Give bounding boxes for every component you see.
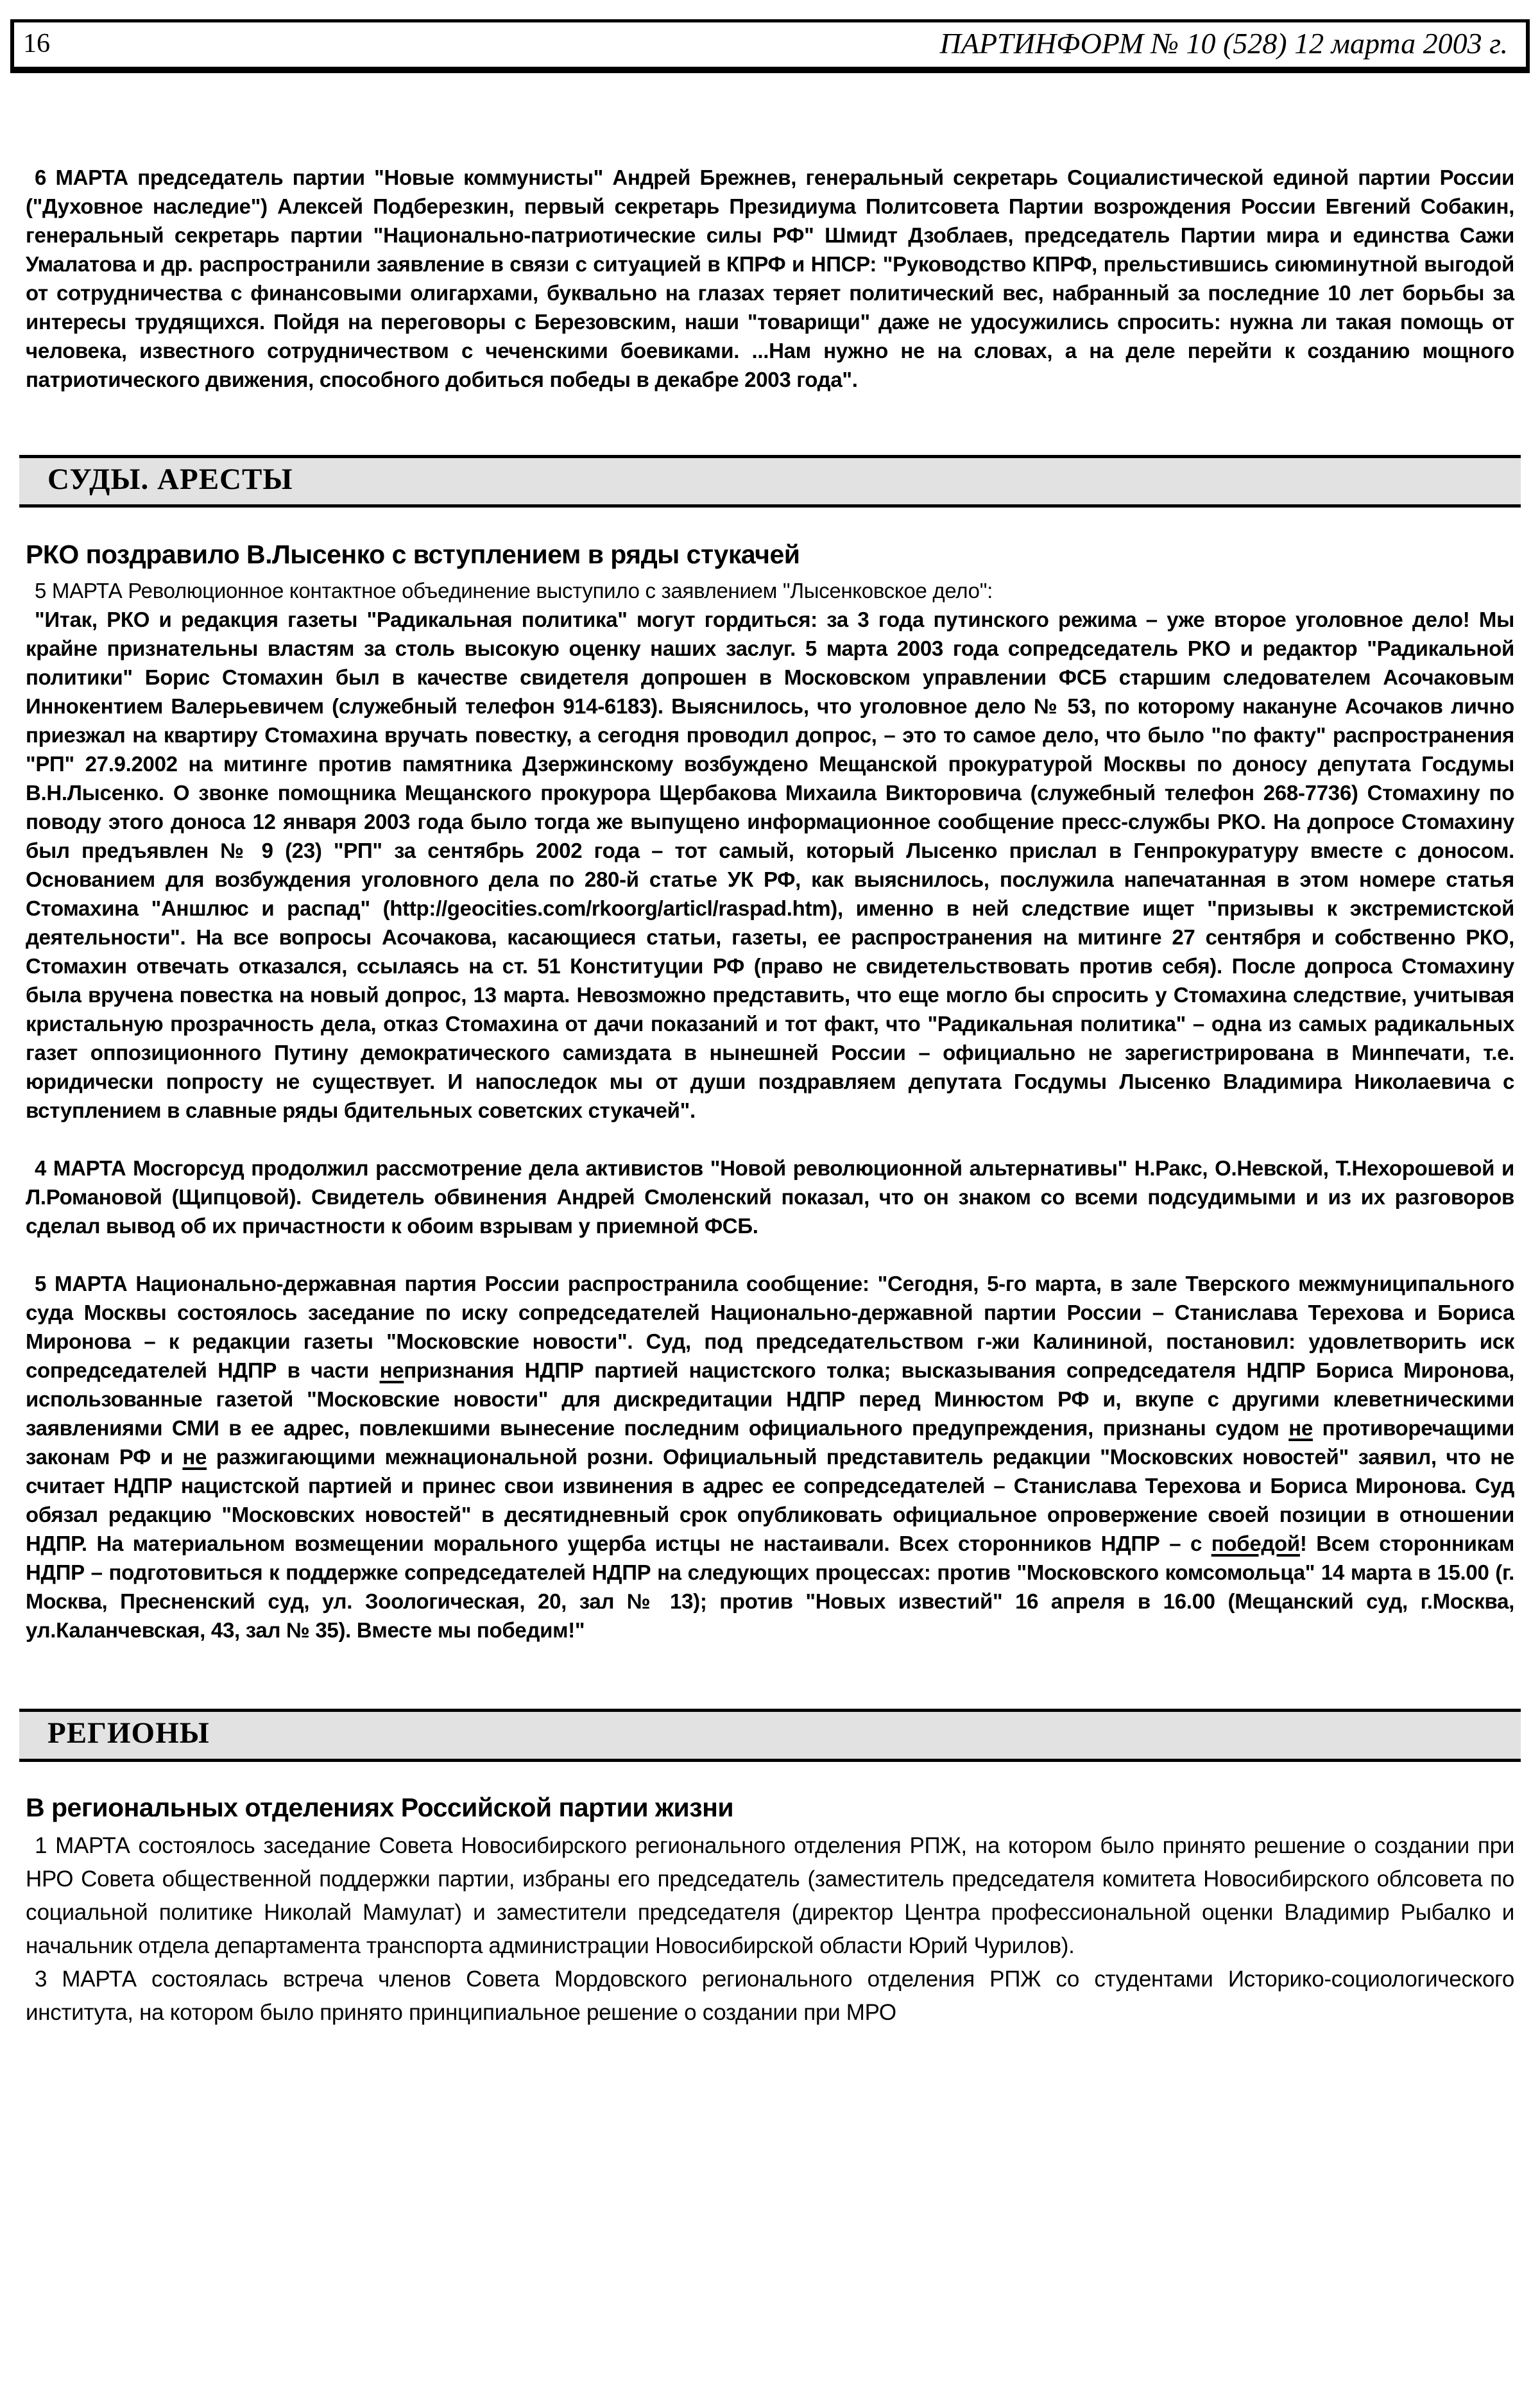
article-headline-courts: РКО поздравило В.Лысенко с вступлением в ряды стукачей — [26, 540, 800, 570]
news-item-1-march: 1 МАРТА состоялось заседание Совета Новосибирского регионального отделения РПЖ, на котором было принято решение о создании при НРО Совета общественной поддержки партии, избраны его председатель (заместитель председателя комитета Новосибирского облсовета по социальной политике Николай Мамулат) и заместители председателя (директор Центра профессиональной оценки Владимир Рыбалко и начальник отдела департамента транспорта администрации Новосибирской области Юрий Чурилов). — [26, 1833, 1514, 1958]
masthead-title: ПАРТИНФОРМ № 10 (528) 12 марта 2003 г. — [939, 26, 1508, 60]
page-number: 16 — [23, 28, 50, 58]
section-title: СУДЫ. АРЕСТЫ — [47, 463, 293, 496]
statement-paragraph: "Итак, РКО и редакция газеты "Радикальная политика" могут гордиться: за 3 года путинского режима – уже второе уголовное дело! Мы крайне признательны властям за столь высокую оценку наших заслуг. 5 марта 2003 года сопредседатель РКО и редактор "Радикальной политики" Борис Стомахин был в качестве свидетеля допрошен в Московском управлении ФСБ старшим следователем Асочаковым Иннокентием Валерьевичем (служебный телефон 914-6183). Выяснилось, что уголовное дело № 53, по которому накануне Асочаков лично приезжал на квартиру Стомахина вручать повестку, а сегодня проводил допрос, – это то самое дело, что было "по факту" распространения "РП" 27.9.2002 на митинге против памятника Дзержинскому возбуждено Мещанской прокуратурой Москвы по доносу депутата Госдумы В.Н.Лысенко. О звонке помощника Мещанского прокурора Щербакова Михаила Викторовича (служебный телефон 268-7736) Стомахину по поводу этого доноса 12 января 2003 года было тогда же выпущено информационное сообщение пресс-службы РКО. На допросе Стомахину был предъявлен № 9 (23) "РП" за сентябрь 2002 года – тот самый, который Лысенко прислал в Генпрокуратуру вместе с доносом. Основанием для возбуждения уголовного дела по 280-й статье УК РФ, как выяснилось, послужила напечатанная в этом номере статья Стомахина "Аншлюс и распад" (http://geocities.com/rkoorg/articl/raspad.htm), именно в ней следствие ищет "призывы к экстремистской деятельности". На все вопросы Асочакова, касающиеся статьи, газеты, ее распространения на митинге 27 сентября и собственно РКО, Стомахин отвечать отказался, ссылаясь на ст. 51 Конституции РФ (право не свидетельствовать против себя). После допроса Стомахину была вручена повестка на новый допрос, 13 марта. Невозможно представить, что еще могло бы спросить у Стомахина следствие, учитывая кристальную прозрачность дела, отказ Стомахина от дачи показаний и тот факт, что "Радикальная политика" – одна из самых радикальных газет оппозиционного Путину демократического самиздата в нынешней России – официально не зарегистрирована в Минпечати, т.е. юридически попросту не существует. И напоследок мы от души поздравляем депутата Госдумы Лысенко Владимира Николаевича с вступлением в славные ряды бдительных советских стукачей". — [26, 608, 1514, 1123]
news-item-5-march: 5 МАРТА Национально-державная партия России распространила сообщение: "Сегодня, 5-го марта, в зале Тверского межмуниципального суда Москвы состоялось заседание по иску сопредседателей Национально-державной партии России – Станислава Терехова и Бориса Миронова – к редакции газеты "Московские новости". Суд, под председательством г-жи Калининой, постановил: удовлетворить иск сопредседателей НДПР в части непризнания НДПР партией нацистского толка; высказывания сопредседателя НДПР Бориса Миронова, использованные газетой "Московские новости" для дискредитации НДПР перед Минюстом РФ и, вкупе с другими клеветническими заявлениями СМИ в ее адрес, повлекшими вынесение последним официального предупреждения, признаны судом не противоречащими законам РФ и не разжигающими межнациональной розни. Официальный представитель редакции "Московских новостей" заявил, что не считает НДПР нацистской партией и принес свои извинения в адрес ее сопредседателей – Станислава Терехова и Бориса Миронова. Суд обязал редакцию "Московских новостей" в десятидневный срок опубликовать официальное опровержение своей позиции в отношении НДПР. На материальном возмещении морального ущерба истцы не настаивали. Всех сторонников НДПР – с победой! Всем сторонникам НДПР – подготовиться к поддержке сопредседателей НДПР на следующих процессах: против "Московского комсомольца" 14 марта в 15.00 (г. Москва, Пресненский суд, ул. Зоологическая, 20, зал № 13); против "Новых известий" 16 апреля в 16.00 (Мещанский суд, г.Москва, ул.Каланчевская, 43, зал № 35). Вместе мы победим!" — [26, 1272, 1514, 1643]
news-item-3-march: 3 МАРТА состоялась встреча членов Совета Мордовского регионального отделения РПЖ со студентами Историко-социологического института, на котором было принято принципиальное решение о создании при МРО — [26, 1966, 1514, 2025]
section-header-courts — [19, 455, 1521, 508]
section-header-regions — [19, 1709, 1521, 1761]
lead-paragraph: 6 МАРТА председатель партии "Новые коммунисты" Андрей Брежнев, генеральный секретарь Социалистической единой партии России ("Духовное наследие") Алексей Подберезкин, первый секретарь Президиума Политсовета Партии возрождения России Евгений Собакин, генеральный секретарь партии "Национально-патриотические силы РФ" Шмидт Дзоблаев, председатель Партии мира и единства Сажи Умалатова и др. распространили заявление в связи с ситуацией в КПРФ и НПСР: "Руководство КПРФ, прельстившись сиюминутной выгодой от сотрудничества с финансовыми олигархами, буквально на глазах теряет политический вес, набранный за последние 10 лет борьбы за интересы трудящихся. Пойдя на переговоры с Березовским, наши "товарищи" даже не удосужились спросить: нужна ли такая помощь от человека, известного сотрудничеством с чеченскими боевиками. ...Нам нужно не на словах, а на деле перейти к созданию мощного патриотического движения, способного добиться победы в декабре 2003 года". — [26, 166, 1514, 391]
intro-paragraph: 5 МАРТА Революционное контактное объединение выступило с заявлением "Лысенковское дело": — [35, 579, 993, 603]
newsletter-page — [0, 19, 1540, 2401]
article-headline-regions: В региональных отделениях Российской партии жизни — [26, 1792, 734, 1822]
section-title: РЕГИОНЫ — [47, 1716, 210, 1750]
news-item-4-march: 4 МАРТА Мосгорсуд продолжил рассмотрение дела активистов "Новой революционной альтернативы" Н.Ракс, О.Невской, Т.Нехорошевой и Л.Романовой (Щипцовой). Свидетель обвинения Андрей Смоленский показал, что он знаком со всеми подсудимыми и из их разговоров сделал вывод об их причастности к обоим взрывам у приемной ФСБ. — [26, 1156, 1514, 1238]
masthead — [10, 19, 1530, 73]
